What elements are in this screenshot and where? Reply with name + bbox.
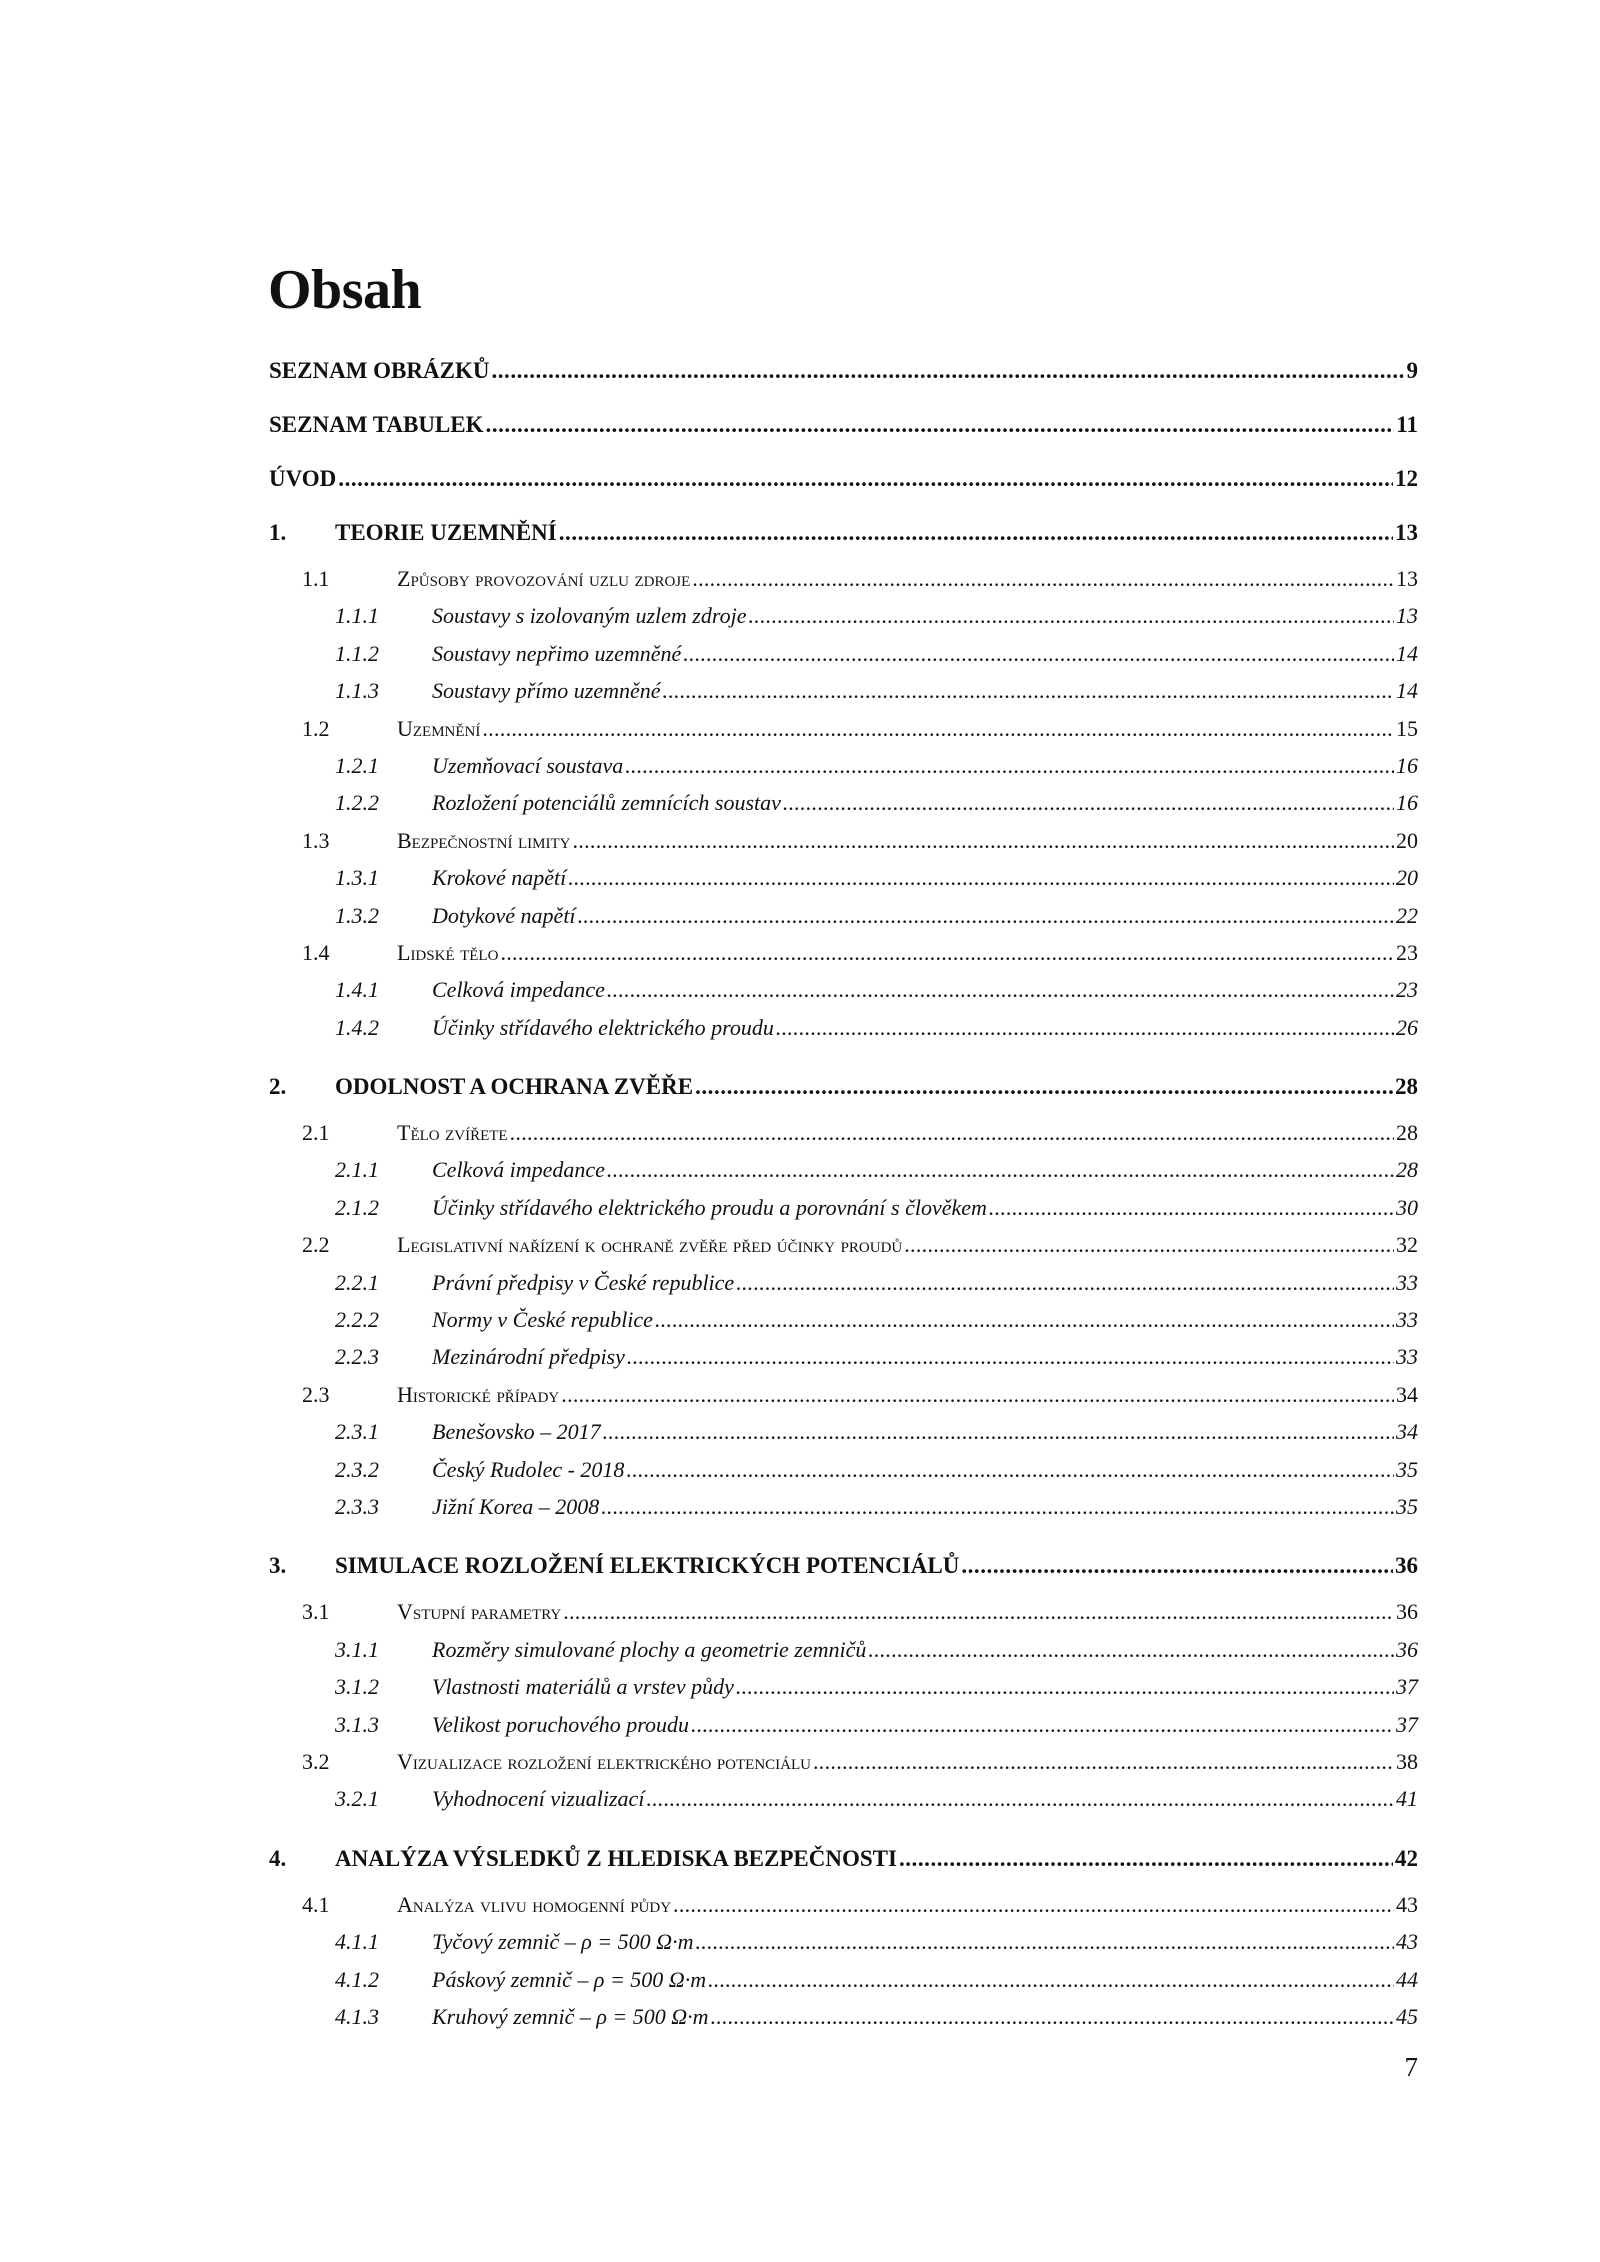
toc-entry-title: Historické případy bbox=[397, 1381, 560, 1407]
toc-subsection-entry[interactable] bbox=[269, 971, 1418, 1008]
toc-entry-title: Účinky střídavého elektrického proudu a porovnání s člověkem bbox=[432, 1194, 987, 1220]
toc-entry-number: 2.1.1 bbox=[335, 1157, 379, 1183]
dot-leader bbox=[510, 1114, 1394, 1151]
dot-leader bbox=[711, 1998, 1394, 2035]
toc-entry-title: Český Rudolec - 2018 bbox=[432, 1456, 625, 1482]
toc-entry-page: 13 bbox=[1395, 520, 1418, 545]
toc-entry-number: 2.3 bbox=[302, 1381, 330, 1407]
toc-entry-title: Účinky střídavého elektrického proudu bbox=[432, 1014, 774, 1040]
toc-subsection-entry[interactable] bbox=[269, 1009, 1418, 1046]
toc-section-entry[interactable] bbox=[269, 1743, 1418, 1780]
table-of-contents bbox=[269, 344, 1418, 2035]
toc-entry-page: 37 bbox=[1396, 1674, 1418, 1700]
dot-leader bbox=[607, 971, 1394, 1008]
toc-entry-page: 34 bbox=[1396, 1419, 1418, 1445]
dot-leader bbox=[663, 672, 1394, 709]
toc-chapter-entry[interactable] bbox=[269, 1060, 1418, 1114]
toc-entry-page: 14 bbox=[1396, 678, 1418, 704]
toc-section-entry[interactable] bbox=[269, 1226, 1418, 1263]
dot-leader bbox=[989, 1189, 1394, 1226]
toc-entry-page: 13 bbox=[1396, 603, 1418, 629]
toc-subsection-entry[interactable] bbox=[269, 1488, 1418, 1525]
toc-entry-title: Dotykové napětí bbox=[432, 902, 576, 928]
toc-subsection-entry[interactable] bbox=[269, 1451, 1418, 1488]
toc-entry-number: 1.2.1 bbox=[335, 752, 379, 778]
dot-leader bbox=[486, 398, 1395, 452]
toc-subsection-entry[interactable] bbox=[269, 897, 1418, 934]
toc-entry-number: 2.1 bbox=[302, 1120, 330, 1146]
toc-subsection-entry[interactable] bbox=[269, 1780, 1418, 1817]
toc-chapter-entry[interactable] bbox=[269, 344, 1418, 398]
toc-entry-title: Tělo zvířete bbox=[397, 1120, 508, 1146]
toc-entry-page: 30 bbox=[1396, 1194, 1418, 1220]
toc-entry-number: 1.3.2 bbox=[335, 902, 379, 928]
dot-leader bbox=[578, 897, 1394, 934]
toc-chapter-entry[interactable] bbox=[269, 1539, 1418, 1593]
toc-entry-title: SIMULACE ROZLOŽENÍ ELEKTRICKÝCH POTENCIÁLŮ bbox=[335, 1553, 960, 1579]
toc-subsection-entry[interactable] bbox=[269, 597, 1418, 634]
dot-leader bbox=[776, 1009, 1394, 1046]
toc-entry-page: 43 bbox=[1396, 1929, 1418, 1955]
dot-leader bbox=[563, 1593, 1394, 1630]
toc-entry-page: 16 bbox=[1396, 752, 1418, 778]
dot-leader bbox=[691, 1706, 1394, 1743]
toc-section-entry[interactable] bbox=[269, 560, 1418, 597]
toc-entry-number: 2.3.2 bbox=[335, 1456, 379, 1482]
dot-leader bbox=[573, 822, 1395, 859]
dot-leader bbox=[655, 1301, 1394, 1338]
toc-entry-title: ODOLNOST A OCHRANA ZVĚŘE bbox=[335, 1074, 694, 1100]
toc-entry-page: 28 bbox=[1395, 1074, 1418, 1100]
toc-entry-number: 1.4 bbox=[302, 939, 330, 965]
dot-leader bbox=[683, 635, 1394, 672]
dot-leader bbox=[559, 506, 1393, 560]
toc-entry-title: Uzemňovací soustava bbox=[432, 752, 624, 778]
toc-entry-number: 2.1.2 bbox=[335, 1194, 379, 1220]
toc-entry-title: Benešovsko – 2017 bbox=[432, 1419, 601, 1445]
dot-leader bbox=[899, 1832, 1393, 1886]
toc-entry-title: Páskový zemnič – ρ = 500 Ω·m bbox=[432, 1966, 707, 1992]
toc-entry-page: 12 bbox=[1395, 466, 1418, 491]
toc-section-entry[interactable] bbox=[269, 822, 1418, 859]
toc-section-entry[interactable] bbox=[269, 1376, 1418, 1413]
dot-leader bbox=[561, 1376, 1394, 1413]
toc-entry-title: Způsoby provozování uzlu zdroje bbox=[397, 566, 691, 591]
toc-entry-page: 34 bbox=[1396, 1381, 1418, 1407]
toc-entry-page: 28 bbox=[1396, 1157, 1418, 1183]
dot-leader bbox=[626, 1451, 1394, 1488]
toc-entry-number: 1.2.2 bbox=[335, 790, 379, 816]
toc-subsection-entry[interactable] bbox=[269, 672, 1418, 709]
toc-entry-title: Právní předpisy v České republice bbox=[432, 1269, 735, 1295]
toc-entry-page: 23 bbox=[1396, 939, 1418, 965]
toc-entry-title: Legislativní nařízení k ochraně zvěře před účinky proudů bbox=[397, 1232, 903, 1258]
toc-entry-title: ANALÝZA VÝSLEDKŮ Z HLEDISKA BEZPEČNOSTI bbox=[335, 1845, 897, 1871]
toc-entry-number: 4. bbox=[269, 1845, 287, 1871]
toc-entry-title: ÚVOD bbox=[269, 466, 337, 491]
toc-entry-page: 45 bbox=[1396, 2003, 1418, 2029]
toc-entry-number: 3.2.1 bbox=[335, 1786, 379, 1812]
dot-leader bbox=[500, 934, 1394, 971]
toc-subsection-entry[interactable] bbox=[269, 859, 1418, 896]
toc-entry-page: 23 bbox=[1396, 977, 1418, 1003]
toc-entry-title: SEZNAM TABULEK bbox=[269, 412, 484, 437]
toc-entry-page: 32 bbox=[1396, 1232, 1418, 1258]
toc-entry-title: Kruhový zemnič – ρ = 500 Ω·m bbox=[432, 2003, 709, 2029]
dot-leader bbox=[736, 1264, 1394, 1301]
toc-section-entry[interactable] bbox=[269, 710, 1418, 747]
dot-leader bbox=[603, 1413, 1394, 1450]
toc-subsection-entry[interactable] bbox=[269, 1338, 1418, 1375]
toc-entry-title: Jižní Korea – 2008 bbox=[432, 1493, 600, 1519]
page-number: 7 bbox=[1404, 2052, 1418, 2082]
dot-leader bbox=[627, 1338, 1394, 1375]
toc-entry-number: 1.3.1 bbox=[335, 865, 379, 891]
toc-entry-title: Bezpečnostní limity bbox=[397, 827, 571, 853]
toc-section-entry[interactable] bbox=[269, 1114, 1418, 1151]
dot-leader bbox=[961, 1539, 1393, 1593]
toc-subsection-entry[interactable] bbox=[269, 1301, 1418, 1338]
dot-leader bbox=[695, 1060, 1393, 1114]
toc-entry-page: 33 bbox=[1396, 1344, 1418, 1370]
dot-leader bbox=[568, 859, 1394, 896]
toc-entry-title: Uzemnění bbox=[397, 715, 481, 741]
toc-entry-title: Celková impedance bbox=[432, 977, 605, 1003]
toc-entry-title: Tyčový zemnič – ρ = 500 Ω·m bbox=[432, 1929, 694, 1955]
toc-entry-number: 2. bbox=[269, 1074, 287, 1100]
dot-leader bbox=[646, 1780, 1394, 1817]
toc-entry-page: 15 bbox=[1396, 715, 1418, 741]
dot-leader bbox=[904, 1226, 1394, 1263]
toc-entry-page: 20 bbox=[1396, 827, 1418, 853]
dot-leader bbox=[868, 1631, 1394, 1668]
toc-entry-page: 35 bbox=[1396, 1456, 1418, 1482]
toc-entry-number: 3.2 bbox=[302, 1748, 330, 1774]
toc-entry-title: Soustavy přímo uzemněné bbox=[432, 678, 661, 704]
toc-entry-number: 2.2 bbox=[302, 1232, 330, 1258]
toc-entry-page: 14 bbox=[1396, 640, 1418, 666]
toc-entry-page: 33 bbox=[1396, 1307, 1418, 1333]
toc-entry-title: Velikost poruchového proudu bbox=[432, 1711, 690, 1737]
toc-subsection-entry[interactable] bbox=[269, 747, 1418, 784]
page-title: Obsah bbox=[268, 259, 422, 321]
toc-entry-number: 3.1.1 bbox=[335, 1636, 379, 1662]
toc-entry-number: 3.1.3 bbox=[335, 1711, 379, 1737]
toc-entry-page: 36 bbox=[1395, 1553, 1418, 1579]
dot-leader bbox=[482, 710, 1394, 747]
toc-entry-number: 3. bbox=[269, 1553, 287, 1579]
toc-entry-title: TEORIE UZEMNĚNÍ bbox=[335, 520, 557, 545]
dot-leader bbox=[813, 1743, 1394, 1780]
dot-leader bbox=[736, 1668, 1394, 1705]
dot-leader bbox=[692, 560, 1394, 597]
toc-entry-page: 42 bbox=[1395, 1845, 1418, 1871]
toc-entry-page: 11 bbox=[1396, 412, 1418, 437]
toc-chapter-entry[interactable] bbox=[269, 398, 1418, 452]
dot-leader bbox=[708, 1961, 1394, 1998]
dot-leader bbox=[338, 452, 1393, 506]
toc-entry-page: 33 bbox=[1396, 1269, 1418, 1295]
toc-subsection-entry[interactable] bbox=[269, 635, 1418, 672]
toc-entry-number: 2.3.1 bbox=[335, 1419, 379, 1445]
toc-chapter-entry[interactable] bbox=[269, 452, 1418, 506]
toc-entry-page: 43 bbox=[1396, 1891, 1418, 1917]
toc-entry-number: 1.3 bbox=[302, 827, 330, 853]
toc-entry-number: 1.4.2 bbox=[335, 1014, 379, 1040]
dot-leader bbox=[748, 597, 1394, 634]
toc-entry-title: Rozměry simulované plochy a geometrie zemničů bbox=[432, 1636, 867, 1662]
toc-subsection-entry[interactable] bbox=[269, 1668, 1418, 1705]
toc-section-entry[interactable] bbox=[269, 1593, 1418, 1630]
toc-entry-title: Soustavy s izolovaným uzlem zdroje bbox=[432, 603, 747, 629]
toc-subsection-entry[interactable] bbox=[269, 784, 1418, 821]
toc-entry-page: 38 bbox=[1396, 1748, 1418, 1774]
toc-entry-number: 2.2.1 bbox=[335, 1269, 379, 1295]
toc-entry-page: 35 bbox=[1396, 1493, 1418, 1519]
toc-entry-number: 4.1.3 bbox=[335, 2003, 379, 2029]
toc-chapter-entry[interactable] bbox=[269, 1832, 1418, 1886]
toc-section-entry[interactable] bbox=[269, 934, 1418, 971]
toc-subsection-entry[interactable] bbox=[269, 1264, 1418, 1301]
toc-entry-number: 2.2.2 bbox=[335, 1307, 379, 1333]
dot-leader bbox=[673, 1886, 1394, 1923]
toc-entry-number: 1.1.1 bbox=[335, 603, 379, 629]
toc-entry-title: Vizualizace rozložení elektrického potenciálu bbox=[397, 1748, 811, 1774]
toc-entry-page: 36 bbox=[1396, 1599, 1418, 1625]
toc-subsection-entry[interactable] bbox=[269, 1961, 1418, 1998]
toc-entry-page: 22 bbox=[1396, 902, 1418, 928]
dot-leader bbox=[491, 344, 1404, 398]
toc-entry-title: Soustavy nepřimo uzemněné bbox=[432, 640, 682, 666]
toc-entry-number: 1.1.3 bbox=[335, 678, 379, 704]
toc-entry-page: 26 bbox=[1396, 1014, 1418, 1040]
toc-entry-title: Analýza vlivu homogenní půdy bbox=[397, 1891, 672, 1917]
toc-entry-page: 36 bbox=[1396, 1636, 1418, 1662]
toc-entry-number: 4.1.1 bbox=[335, 1929, 379, 1955]
toc-entry-title: Celková impedance bbox=[432, 1157, 605, 1183]
toc-subsection-entry[interactable] bbox=[269, 1413, 1418, 1450]
dot-leader bbox=[625, 747, 1394, 784]
toc-entry-number: 4.1 bbox=[302, 1891, 330, 1917]
toc-entry-page: 13 bbox=[1396, 566, 1418, 591]
toc-subsection-entry[interactable] bbox=[269, 1151, 1418, 1188]
toc-entry-number: 4.1.2 bbox=[335, 1966, 379, 1992]
toc-entry-page: 41 bbox=[1396, 1786, 1418, 1812]
toc-entry-title: Normy v České republice bbox=[432, 1307, 653, 1333]
dot-leader bbox=[695, 1923, 1394, 1960]
toc-entry-title: Vstupní parametry bbox=[397, 1599, 562, 1625]
dot-leader bbox=[601, 1488, 1394, 1525]
dot-leader bbox=[607, 1151, 1394, 1188]
toc-entry-number: 1. bbox=[269, 520, 287, 545]
toc-entry-title: Lidské tělo bbox=[397, 939, 499, 965]
toc-entry-title: Vyhodnocení vizualizací bbox=[432, 1786, 645, 1812]
toc-entry-number: 3.1.2 bbox=[335, 1674, 379, 1700]
toc-subsection-entry[interactable] bbox=[269, 1706, 1418, 1743]
toc-entry-page: 20 bbox=[1396, 865, 1418, 891]
toc-subsection-entry[interactable] bbox=[269, 1923, 1418, 1960]
toc-entry-title: Rozložení potenciálů zemnících soustav bbox=[432, 790, 781, 816]
toc-entry-number: 1.4.1 bbox=[335, 977, 379, 1003]
dot-leader bbox=[783, 784, 1394, 821]
toc-entry-number: 1.1 bbox=[302, 566, 330, 591]
toc-entry-page: 37 bbox=[1396, 1711, 1418, 1737]
toc-entry-page: 28 bbox=[1396, 1120, 1418, 1146]
toc-entry-number: 1.1.2 bbox=[335, 640, 379, 666]
toc-entry-number: 3.1 bbox=[302, 1599, 330, 1625]
toc-entry-number: 1.2 bbox=[302, 715, 330, 741]
toc-entry-number: 2.2.3 bbox=[335, 1344, 379, 1370]
toc-entry-title: Krokové napětí bbox=[432, 865, 567, 891]
toc-entry-page: 9 bbox=[1406, 358, 1418, 383]
toc-entry-page: 44 bbox=[1396, 1966, 1418, 1992]
toc-entry-page: 16 bbox=[1396, 790, 1418, 816]
toc-subsection-entry[interactable] bbox=[269, 1631, 1418, 1668]
toc-chapter-entry[interactable] bbox=[269, 506, 1418, 560]
toc-subsection-entry[interactable] bbox=[269, 1998, 1418, 2035]
toc-entry-title: Vlastnosti materiálů a vrstev půdy bbox=[432, 1674, 734, 1700]
toc-section-entry[interactable] bbox=[269, 1886, 1418, 1923]
toc-subsection-entry[interactable] bbox=[269, 1189, 1418, 1226]
toc-entry-number: 2.3.3 bbox=[335, 1493, 379, 1519]
toc-entry-title: Mezinárodní předpisy bbox=[432, 1344, 625, 1370]
toc-entry-title: SEZNAM OBRÁZKŮ bbox=[269, 358, 490, 383]
